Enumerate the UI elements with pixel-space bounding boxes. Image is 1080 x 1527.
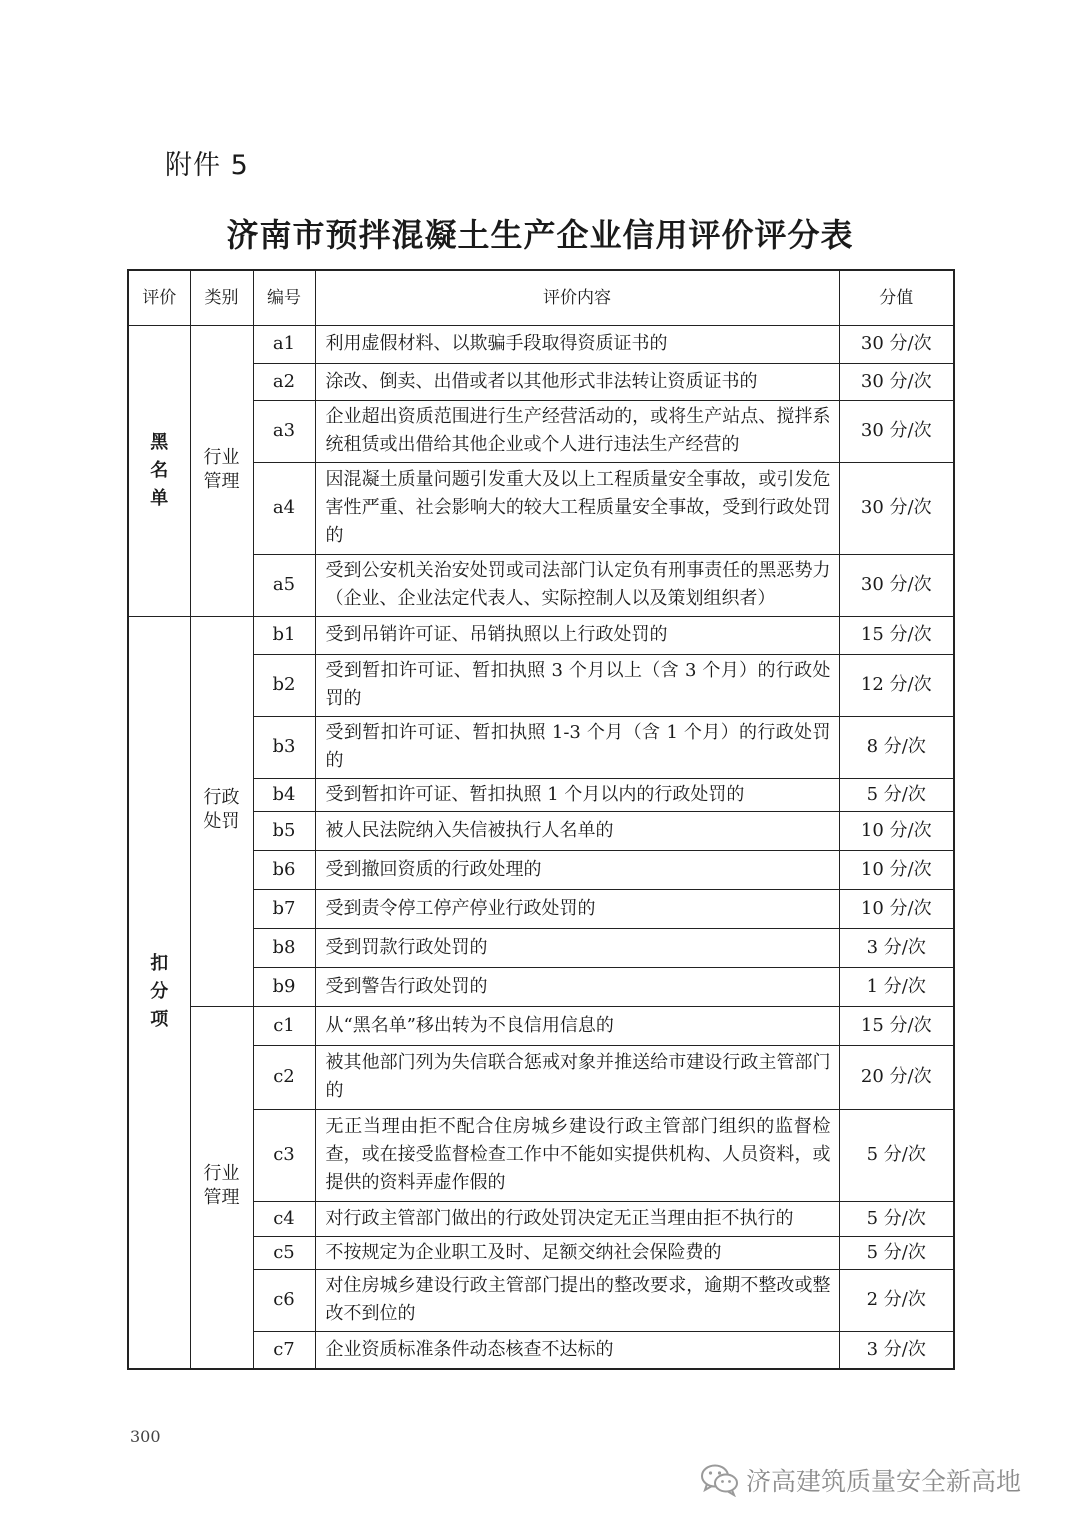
category-admin [190, 616, 253, 1006]
row-score: 5 分/次 [839, 1201, 954, 1236]
row-code: a5 [253, 554, 315, 616]
row-code: b7 [253, 889, 315, 928]
row-content: 受到暂扣许可证、暂扣执照 3 个月以上（含 3 个月）的行政处罚的 [315, 654, 839, 716]
row-code: c5 [253, 1236, 315, 1269]
row-score: 10 分/次 [839, 889, 954, 928]
row-score: 2 分/次 [839, 1269, 954, 1331]
header-eval: 评价 [128, 270, 190, 325]
row-content: 对行政主管部门做出的行政处罚决定无正当理由拒不执行的 [315, 1201, 839, 1236]
row-content: 受到警告行政处罚的 [315, 967, 839, 1006]
watermark [700, 1460, 1021, 1500]
row-content: 被其他部门列为失信联合惩戒对象并推送给市建设行政主管部门的 [315, 1045, 839, 1109]
document-title: 济南市预拌混凝土生产企业信用评价评分表 [226, 216, 854, 254]
table-header-row [128, 270, 954, 325]
row-score: 30 分/次 [839, 400, 954, 462]
row-score: 30 分/次 [839, 462, 954, 554]
category-industry-a [190, 325, 253, 616]
header-content: 评价内容 [315, 270, 839, 325]
group-deduction [128, 616, 190, 1369]
row-code: c2 [253, 1045, 315, 1109]
row-score: 3 分/次 [839, 1331, 954, 1369]
header-category: 类别 [190, 270, 253, 325]
row-content: 受到吊销许可证、吊销执照以上行政处罚的 [315, 616, 839, 654]
row-code: c6 [253, 1269, 315, 1331]
row-content: 受到撤回资质的行政处理的 [315, 850, 839, 889]
row-content: 企业超出资质范围进行生产经营活动的，或将生产站点、搅拌系统租赁或出借给其他企业或个人进行违法生产经营的 [315, 400, 839, 462]
credit-score-table [127, 269, 955, 1370]
row-content: 涂改、倒卖、出借或者以其他形式非法转让资质证书的 [315, 363, 839, 400]
wechat-icon [700, 1463, 740, 1497]
row-code: b2 [253, 654, 315, 716]
row-code: b6 [253, 850, 315, 889]
row-score: 10 分/次 [839, 850, 954, 889]
row-content: 对住房城乡建设行政主管部门提出的整改要求，逾期不整改或整改不到位的 [315, 1269, 839, 1331]
row-content: 不按规定为企业职工及时、足额交纳社会保险费的 [315, 1236, 839, 1269]
row-score: 3 分/次 [839, 928, 954, 967]
category-industry-c-label: 行业管理 [203, 1163, 240, 1209]
row-code: b1 [253, 616, 315, 654]
row-code: c7 [253, 1331, 315, 1369]
group-blacklist-label: 黑名单 [150, 431, 169, 509]
category-industry-c [190, 1006, 253, 1369]
row-score: 5 分/次 [839, 1109, 954, 1201]
row-code: a2 [253, 363, 315, 400]
row-score: 12 分/次 [839, 654, 954, 716]
row-score: 5 分/次 [839, 778, 954, 811]
group-blacklist [128, 325, 190, 616]
row-score: 15 分/次 [839, 1006, 954, 1045]
row-content: 受到罚款行政处罚的 [315, 928, 839, 967]
row-content: 被人民法院纳入失信被执行人名单的 [315, 811, 839, 850]
row-code: c4 [253, 1201, 315, 1236]
attachment-label: 附件 5 [165, 150, 249, 181]
row-content: 受到暂扣许可证、暂扣执照 1 个月以内的行政处罚的 [315, 778, 839, 811]
row-content: 企业资质标准条件动态核查不达标的 [315, 1331, 839, 1369]
row-content: 受到公安机关治安处罚或司法部门认定负有刑事责任的黑恶势力（企业、企业法定代表人、实际控制人以及策划组织者） [315, 554, 839, 616]
row-score: 1 分/次 [839, 967, 954, 1006]
row-code: a4 [253, 462, 315, 554]
row-content: 利用虚假材料、以欺骗手段取得资质证书的 [315, 325, 839, 363]
row-content: 因混凝土质量问题引发重大及以上工程质量安全事故，或引发危害性严重、社会影响大的较大工程质量安全事故，受到行政处罚的 [315, 462, 839, 554]
row-score: 10 分/次 [839, 811, 954, 850]
row-content: 受到责令停工停产停业行政处罚的 [315, 889, 839, 928]
watermark-text: 济高建筑质量安全新高地 [746, 1467, 1022, 1496]
row-score: 30 分/次 [839, 554, 954, 616]
header-code: 编号 [253, 270, 315, 325]
row-score: 5 分/次 [839, 1236, 954, 1269]
row-score: 15 分/次 [839, 616, 954, 654]
row-content: 无正当理由拒不配合住房城乡建设行政主管部门组织的监督检查，或在接受监督检查工作中不能如实提供机构、人员资料，或提供的资料弄虚作假的 [315, 1109, 839, 1201]
row-code: c3 [253, 1109, 315, 1201]
row-code: b5 [253, 811, 315, 850]
table-row [128, 616, 954, 654]
page-number: 300 [130, 1427, 161, 1446]
row-score: 8 分/次 [839, 716, 954, 778]
category-industry-a-label: 行业管理 [203, 446, 240, 492]
row-score: 20 分/次 [839, 1045, 954, 1109]
header-score: 分值 [839, 270, 954, 325]
row-score: 30 分/次 [839, 325, 954, 363]
row-code: b3 [253, 716, 315, 778]
row-code: a3 [253, 400, 315, 462]
row-code: b8 [253, 928, 315, 967]
row-content: 受到暂扣许可证、暂扣执照 1-3 个月（含 1 个月）的行政处罚的 [315, 716, 839, 778]
table-row [128, 325, 954, 363]
group-deduction-label: 扣分项 [150, 953, 169, 1031]
row-code: b4 [253, 778, 315, 811]
category-admin-label: 行政处罚 [203, 787, 240, 832]
table-row [128, 1006, 954, 1045]
row-code: a1 [253, 325, 315, 363]
row-score: 30 分/次 [839, 363, 954, 400]
row-code: c1 [253, 1006, 315, 1045]
row-content: 从“黑名单”移出转为不良信用信息的 [315, 1006, 839, 1045]
row-code: b9 [253, 967, 315, 1006]
